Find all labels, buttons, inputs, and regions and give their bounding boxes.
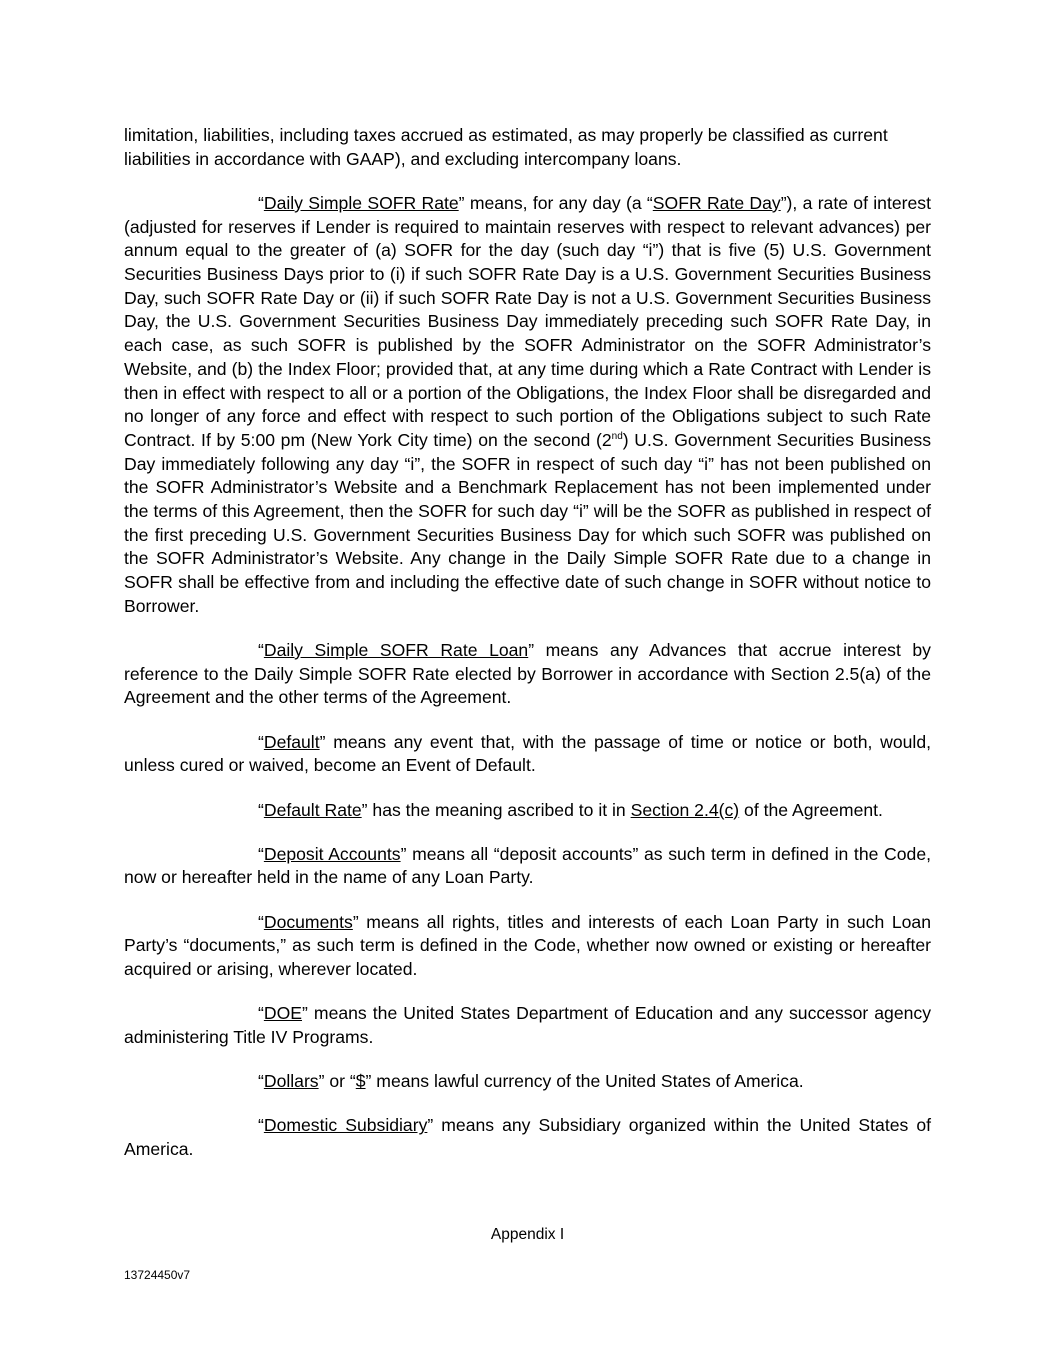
- superscript: nd: [611, 431, 623, 443]
- section-reference: Section 2.4(c): [630, 799, 740, 820]
- definition-documents: “Documents” means all rights, titles and interests of each Loan Party in such Loan Party’s “documents,” as such term is defined in the Code, whether now owned or existing or hereafter acquired or arising, wherever located.: [124, 911, 931, 980]
- page-footer-label: Appendix I: [490, 1226, 565, 1243]
- definition-daily-simple-sofr-rate: “Daily Simple SOFR Rate” means, for any day (a “SOFR Rate Day”), a rate of interest (adjusted for reserves if Lender is required to maintain reserves with respect to relevant advances) per annum equal to the greater of (a) SOFR for the day (such day “i”) that is five (5) U.S. Government Securities Business Days prior to (i) if such SOFR Rate Day is a U.S. Government Securities Business Day, such SOFR Rate Day or (ii) if such SOFR Rate Day is not a U.S. Government Securities Business Day, the U.S. Government Securities Business Day immediately preceding such SOFR Rate Day, in each case, as such SOFR is published by the SOFR Administrator on the SOFR Administrator’s Website, and (b) the Index Floor; provided that, at any time during which a Rate Contract with Lender is then in effect with respect to all or a portion of the Obligations, the Index Floor shall be disregarded and no longer of any force and effect with respect to such portion of the Obligations subject to such Rate Contract. If by 5:00 pm (New York City time) on the second (2nd) U.S. Government Securities Business Day immediately following any day “i”, the SOFR in respect of such day “i” has not been published on the SOFR Administrator’s Website and a Benchmark Replacement has not been implemented under the terms of this Agreement, then the SOFR for such day “i” will be the SOFR as published in respect of the first preceding U.S. Government Securities Business Day for which such SOFR was published on the SOFR Administrator’s Website. Any change in the Daily Simple SOFR Rate due to a change in SOFR shall be effective from and including the effective date of such change in SOFR without notice to Borrower.: [124, 192, 931, 616]
- document-id: 13724450v7: [124, 1268, 191, 1282]
- definition-doe: “DOE” means the United States Department of Education and any successor agency administering Title IV Programs.: [124, 1003, 931, 1047]
- definition-text: ” means all rights, titles and interests of each Loan Party in such Loan Party’s “documents,” as such term is defined in the Code, whether now owned or existing or hereafter acquired or arising, wherever located.: [124, 911, 931, 980]
- definition-text: ” means lawful currency of the United States of America.: [365, 1071, 804, 1092]
- definition-text: ) U.S. Government Securities Business Day immediately following any day “i”, the SOFR in respect of such day “i” has not been published on the SOFR Administrator’s Website and a Benchmark Replacement has not been implemented under the terms of this Agreement, then the SOFR for such day “i” will be the SOFR as published in respect of the first preceding U.S. Government Securities Business Day for which such SOFR was published on the SOFR Administrator’s Website. Any change in the Daily Simple SOFR Rate due to a change in SOFR shall be effective from and including the effective date of such change in SOFR without notice to Borrower.: [124, 429, 931, 616]
- definition-domestic-subsidiary: “Domestic Subsidiary” means any Subsidiary organized within the United States of America.: [124, 1115, 931, 1160]
- definition-daily-simple-sofr-rate-loan: “Daily Simple SOFR Rate Loan” means any Advances that accrue interest by reference to the Daily Simple SOFR Rate elected by Borrower in accordance with Section 2.5(a) of the Agreement and the other terms of the Agreement.: [124, 640, 931, 708]
- defined-term: DOE: [263, 1003, 302, 1024]
- defined-term: Domestic Subsidiary: [263, 1115, 428, 1136]
- defined-term: Dollars: [263, 1071, 319, 1092]
- paragraph-continuation: [124, 124, 931, 171]
- definition-dollars: “Dollars” or “$” means lawful currency of the United States of America.: [258, 1071, 804, 1092]
- definition-deposit-accounts: “Deposit Accounts” means all “deposit accounts” as such term in defined in the Code, now or hereafter held in the name of any Loan Party.: [124, 843, 931, 888]
- defined-term: Documents: [263, 911, 353, 932]
- defined-term: Deposit Accounts: [263, 843, 401, 864]
- defined-term: Default: [263, 731, 320, 752]
- defined-term: Default Rate: [263, 799, 362, 820]
- definition-text: ” means any Advances that accrue interest by reference to the Daily Simple SOFR Rate elected by Borrower in accordance with Section 2.5(a) of the Agreement and the other terms of the Agreement.: [124, 640, 931, 708]
- definition-default-rate: “Default Rate” has the meaning ascribed to it in Section 2.4(c) of the Agreement.: [258, 799, 883, 820]
- definition-default: “Default” means any event that, with the passage of time or notice or both, would, unless cured or waived, become an Event of Default.: [124, 731, 931, 776]
- defined-term: Daily Simple SOFR Rate: [263, 192, 459, 213]
- definition-text: ” means any Subsidiary organized within the United States of America.: [124, 1115, 931, 1160]
- definition-text: ” means the United States Department of Education and any successor agency administering Title IV Programs.: [124, 1003, 931, 1047]
- defined-term: Daily Simple SOFR Rate Loan: [263, 640, 529, 661]
- document-body: [124, 124, 931, 1182]
- defined-term: SOFR Rate Day: [652, 192, 781, 213]
- definition-text: ” means any event that, with the passage of time or notice or both, would, unless cured or waived, become an Event of Default.: [124, 731, 931, 776]
- defined-term: $: [355, 1071, 366, 1092]
- definition-text: ” means all “deposit accounts” as such term in defined in the Code, now or hereafter held in the name of any Loan Party.: [124, 843, 931, 888]
- paragraph-text: limitation, liabilities, including taxes accrued as estimated, as may properly be classified as current liabilities in accordance with GAAP), and excluding intercompany loans.: [124, 125, 888, 169]
- definition-text: ”), a rate of interest (adjusted for reserves if Lender is required to maintain reserves with respect to relevant advances) per annum equal to the greater of (a) SOFR for the day (such day “i”) that is five (5) U.S. Government Securities Business Days prior to (i) if such SOFR Rate Day is a U.S. Government Securities Business Day, such SOFR Rate Day or (ii) if such SOFR Rate Day is not a U.S. Government Securities Business Day, the U.S. Government Securities Business Day immediately preceding such SOFR Rate Day, in each case, as such SOFR is published by the SOFR Administrator on the SOFR Administrator’s Website, and (b) the Index Floor; provided that, at any time during which a Rate Contract with Lender is then in effect with respect to all or a portion of the Obligations, the Index Floor shall be disregarded and no longer of any force and effect with respect to such portion of the Obligations subject to such Rate Contract. If by 5:00 pm (New York City time) on the second (2: [124, 192, 931, 450]
